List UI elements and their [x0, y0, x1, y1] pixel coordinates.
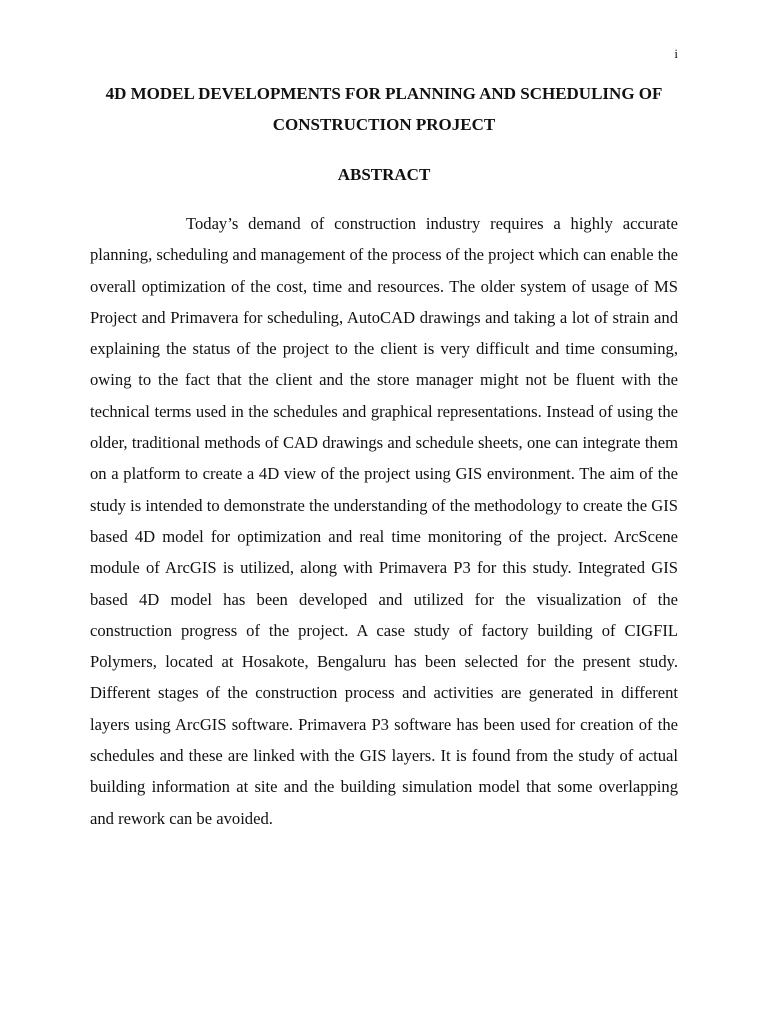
title-line-2: CONSTRUCTION PROJECT [272, 115, 496, 134]
document-title [78, 78, 690, 140]
page-number: i [674, 46, 678, 61]
abstract-heading: ABSTRACT [337, 165, 431, 184]
title-line-1: 4D MODEL DEVELOPMENTS FOR PLANNING AND SCHEDULING OF [105, 84, 663, 103]
abstract-body: Today’s demand of construction industry requires a highly accurate planning, scheduling and management of the process of the project which can enable the overall optimization of the cost, time and resources. The older system of usage of MS Project and Primavera for scheduling, AutoCAD drawings and taking a lot of strain and explaining the status of the project to the client is very difficult and time consuming, owing to the fact that the client and the store manager might not be fluent with the technical terms used in the schedules and graphical representations. Instead of using the older, traditional methods of CAD drawings and schedule sheets, one can integrate them on a platform to create a 4D view of the project using GIS environment. The aim of the study is intended to demonstrate the understanding of the methodology to create the GIS based 4D model for optimization and real time monitoring of the project. ArcScene module of ArcGIS is utilized, along with Primavera P3 for this study. Integrated GIS based 4D model has been developed and utilized for the visualization of the construction progress of the project. A case study of factory building of CIGFIL Polymers, located at Hosakote, Bengaluru has been selected for the present study. Different stages of the construction process and activities are generated in different layers using ArcGIS software. Primavera P3 software has been used for creation of the schedules and these are linked with the GIS layers. It is found from the study of actual building information at site and the building simulation model that some overlapping and rework can be avoided. [90, 214, 678, 828]
